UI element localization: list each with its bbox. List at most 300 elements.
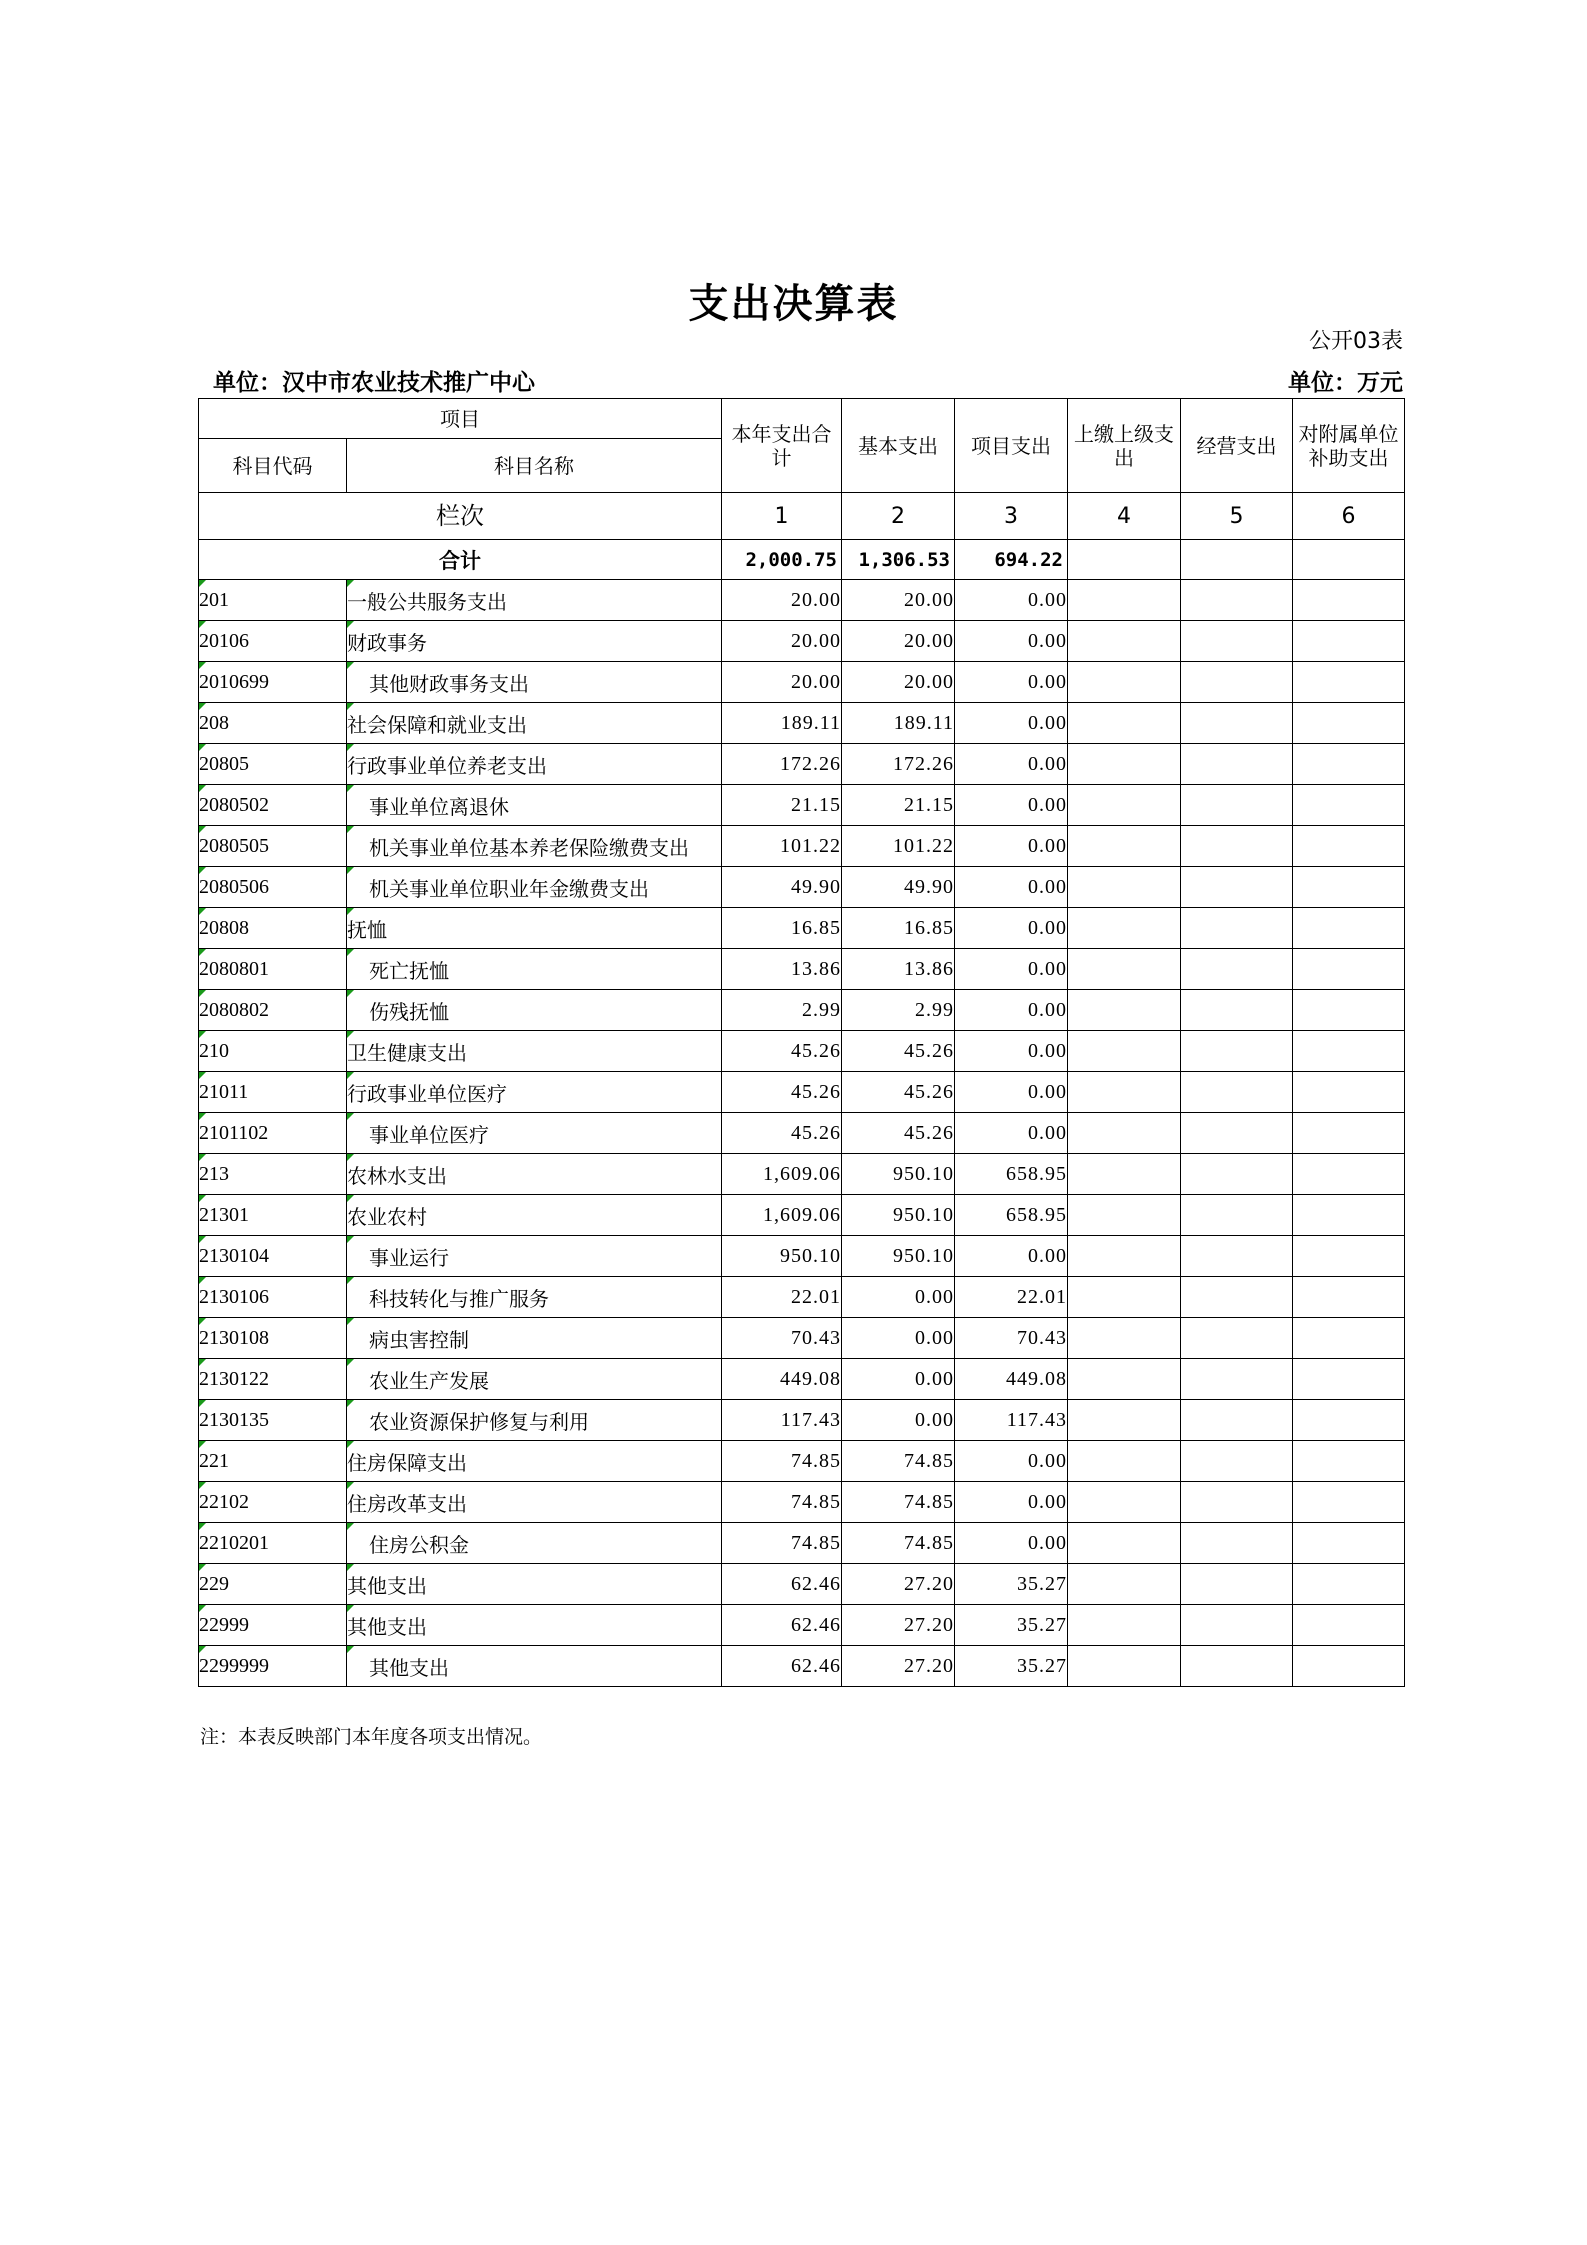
row-name: 事业运行 [369,1247,449,1270]
row-name-cell [347,1031,722,1072]
row-name: 其他支出 [369,1657,449,1680]
row-name-cell [347,1113,722,1154]
row-name-cell [347,1482,722,1523]
row-name-cell [347,785,722,826]
row-code: 221 [199,1441,347,1482]
row-amount-c2: 20.00 [842,580,955,621]
row-name-cell [347,990,722,1031]
row-amount-c1: 62.46 [722,1605,842,1646]
row-amount-c1: 20.00 [722,662,842,703]
row-amount-c3: 0.00 [955,1523,1068,1564]
row-amount-c6 [1293,1236,1405,1277]
header-basic-expenditure: 基本支出 [842,399,955,493]
row-amount-c5 [1181,908,1293,949]
row-amount-c3: 658.95 [955,1154,1068,1195]
row-amount-c2: 2.99 [842,990,955,1031]
row-amount-c2: 20.00 [842,621,955,662]
row-amount-c5 [1181,1482,1293,1523]
row-code: 2210201 [199,1523,347,1564]
row-amount-c4 [1068,1072,1181,1113]
row-amount-c4 [1068,621,1181,662]
table-row [199,1277,1405,1318]
row-code: 2130122 [199,1359,347,1400]
column-index-3: 3 [955,493,1068,540]
row-amount-c4 [1068,703,1181,744]
row-name: 事业单位离退休 [369,796,509,819]
table-row [199,1318,1405,1359]
row-amount-c2: 950.10 [842,1195,955,1236]
row-amount-c2: 189.11 [842,703,955,744]
expenditure-table [198,398,1405,1687]
table-row [199,1072,1405,1113]
row-amount-c4 [1068,1564,1181,1605]
total-col6 [1293,540,1405,580]
table-row [199,785,1405,826]
row-name-cell [347,621,722,662]
row-amount-c3: 35.27 [955,1564,1068,1605]
total-col1: 2,000.75 [722,540,842,580]
row-amount-c6 [1293,1318,1405,1359]
row-name: 病虫害控制 [369,1329,469,1352]
row-amount-c2: 16.85 [842,908,955,949]
row-amount-c2: 74.85 [842,1523,955,1564]
row-name-cell [347,949,722,990]
table-row [199,1400,1405,1441]
row-amount-c2: 0.00 [842,1277,955,1318]
header-name: 科目名称 [347,439,722,493]
row-amount-c1: 117.43 [722,1400,842,1441]
row-name-cell [347,908,722,949]
row-amount-c1: 189.11 [722,703,842,744]
total-row [199,540,1405,580]
row-amount-c4 [1068,826,1181,867]
row-amount-c5 [1181,1154,1293,1195]
row-amount-c4 [1068,1523,1181,1564]
row-amount-c1: 2.99 [722,990,842,1031]
total-col2: 1,306.53 [842,540,955,580]
row-amount-c5 [1181,1441,1293,1482]
row-code: 2130104 [199,1236,347,1277]
row-amount-c2: 21.15 [842,785,955,826]
row-amount-c5 [1181,662,1293,703]
row-amount-c1: 70.43 [722,1318,842,1359]
row-name-cell [347,1318,722,1359]
row-amount-c6 [1293,1072,1405,1113]
row-code: 2080802 [199,990,347,1031]
row-amount-c6 [1293,580,1405,621]
row-amount-c1: 22.01 [722,1277,842,1318]
table-row [199,1564,1405,1605]
report-title: 支出决算表 [688,281,899,327]
row-code: 208 [199,703,347,744]
row-code: 22102 [199,1482,347,1523]
row-amount-c2: 74.85 [842,1482,955,1523]
row-amount-c5 [1181,1359,1293,1400]
row-amount-c3: 70.43 [955,1318,1068,1359]
row-code: 2080506 [199,867,347,908]
row-amount-c2: 172.26 [842,744,955,785]
row-name-cell [347,1646,722,1687]
footnote: 注：本表反映部门本年度各项支出情况。 [200,1727,543,1748]
table-row [199,1359,1405,1400]
row-name: 机关事业单位职业年金缴费支出 [369,878,649,901]
row-amount-c6 [1293,621,1405,662]
row-name-cell [347,1400,722,1441]
column-index-4: 4 [1068,493,1181,540]
row-amount-c5 [1181,1236,1293,1277]
row-amount-c1: 21.15 [722,785,842,826]
column-index-5: 5 [1181,493,1293,540]
row-amount-c5 [1181,990,1293,1031]
row-name-cell [347,1605,722,1646]
row-amount-c5 [1181,949,1293,990]
row-amount-c2: 13.86 [842,949,955,990]
row-amount-c2: 101.22 [842,826,955,867]
header-remit-superior: 上缴上级支出 [1068,399,1181,493]
row-code: 20808 [199,908,347,949]
row-amount-c4 [1068,662,1181,703]
row-amount-c4 [1068,1318,1181,1359]
table-row [199,621,1405,662]
row-amount-c6 [1293,785,1405,826]
row-name-cell [347,1072,722,1113]
row-name: 财政事务 [347,632,427,655]
row-name-cell [347,1564,722,1605]
row-name: 其他财政事务支出 [369,673,529,696]
row-amount-c3: 0.00 [955,1236,1068,1277]
row-amount-c2: 27.20 [842,1605,955,1646]
row-amount-c4 [1068,1031,1181,1072]
row-amount-c6 [1293,1154,1405,1195]
row-amount-c6 [1293,1113,1405,1154]
row-amount-c1: 172.26 [722,744,842,785]
row-amount-c2: 45.26 [842,1072,955,1113]
row-name: 住房改革支出 [347,1493,467,1516]
row-code: 21011 [199,1072,347,1113]
column-index-1: 1 [722,493,842,540]
row-code: 2130135 [199,1400,347,1441]
row-amount-c4 [1068,580,1181,621]
row-amount-c5 [1181,621,1293,662]
row-name-cell [347,1195,722,1236]
row-code: 2080502 [199,785,347,826]
row-amount-c5 [1181,1318,1293,1359]
table-row [199,1236,1405,1277]
row-name: 死亡抚恤 [369,960,449,983]
header-code: 科目代码 [199,439,347,493]
row-name: 事业单位医疗 [369,1124,489,1147]
row-amount-c4 [1068,1277,1181,1318]
row-code: 213 [199,1154,347,1195]
table-row [199,1646,1405,1687]
row-amount-c5 [1181,1031,1293,1072]
row-amount-c3: 35.27 [955,1646,1068,1687]
table-row [199,1605,1405,1646]
column-index-6: 6 [1293,493,1405,540]
table-row [199,1482,1405,1523]
row-amount-c3: 117.43 [955,1400,1068,1441]
row-amount-c2: 49.90 [842,867,955,908]
row-amount-c1: 74.85 [722,1523,842,1564]
unit-organization: 单位：汉中市农业技术推广中心 [213,370,535,396]
row-amount-c4 [1068,1482,1181,1523]
row-amount-c2: 0.00 [842,1318,955,1359]
row-amount-c1: 950.10 [722,1236,842,1277]
row-name: 其他支出 [347,1575,427,1598]
total-label: 合计 [199,540,722,580]
row-amount-c5 [1181,1400,1293,1441]
row-name: 一般公共服务支出 [347,591,507,614]
row-amount-c3: 0.00 [955,662,1068,703]
row-amount-c1: 1,609.06 [722,1154,842,1195]
row-amount-c6 [1293,1031,1405,1072]
table-row [199,1113,1405,1154]
row-amount-c6 [1293,908,1405,949]
row-name: 农业生产发展 [369,1370,489,1393]
table-row [199,1154,1405,1195]
row-amount-c6 [1293,1523,1405,1564]
row-name-cell [347,580,722,621]
row-amount-c6 [1293,1646,1405,1687]
table-row [199,1441,1405,1482]
row-amount-c1: 62.46 [722,1646,842,1687]
row-amount-c1: 101.22 [722,826,842,867]
row-amount-c5 [1181,785,1293,826]
row-amount-c3: 449.08 [955,1359,1068,1400]
row-amount-c5 [1181,1277,1293,1318]
row-name: 社会保障和就业支出 [347,714,527,737]
row-code: 20106 [199,621,347,662]
row-amount-c1: 20.00 [722,621,842,662]
table-row [199,1195,1405,1236]
row-amount-c1: 16.85 [722,908,842,949]
row-amount-c3: 0.00 [955,1482,1068,1523]
table-row [199,703,1405,744]
row-code: 21301 [199,1195,347,1236]
row-amount-c3: 35.27 [955,1605,1068,1646]
row-amount-c4 [1068,990,1181,1031]
row-amount-c6 [1293,1400,1405,1441]
row-amount-c4 [1068,949,1181,990]
row-amount-c2: 27.20 [842,1646,955,1687]
row-amount-c1: 20.00 [722,580,842,621]
row-amount-c5 [1181,1646,1293,1687]
row-amount-c3: 0.00 [955,908,1068,949]
header-total-expenditure: 本年支出合计 [722,399,842,493]
column-index-label: 栏次 [199,493,722,540]
header-item: 项目 [199,399,722,439]
row-name-cell [347,1154,722,1195]
row-amount-c6 [1293,1482,1405,1523]
row-amount-c6 [1293,1564,1405,1605]
row-amount-c6 [1293,1195,1405,1236]
row-name: 卫生健康支出 [347,1042,467,1065]
row-name: 行政事业单位医疗 [347,1083,507,1106]
row-amount-c6 [1293,867,1405,908]
row-amount-c2: 45.26 [842,1113,955,1154]
table-row [199,1031,1405,1072]
row-amount-c3: 0.00 [955,1072,1068,1113]
row-amount-c3: 0.00 [955,1031,1068,1072]
row-amount-c4 [1068,1195,1181,1236]
row-name: 抚恤 [347,919,387,942]
row-name: 农林水支出 [347,1165,447,1188]
row-amount-c5 [1181,826,1293,867]
row-amount-c1: 45.26 [722,1113,842,1154]
row-amount-c4 [1068,785,1181,826]
row-amount-c6 [1293,1277,1405,1318]
row-amount-c2: 74.85 [842,1441,955,1482]
table-row [199,867,1405,908]
row-amount-c5 [1181,1195,1293,1236]
row-code: 2080505 [199,826,347,867]
row-amount-c2: 0.00 [842,1400,955,1441]
row-amount-c1: 49.90 [722,867,842,908]
row-name-cell [347,1236,722,1277]
row-amount-c1: 74.85 [722,1482,842,1523]
row-amount-c4 [1068,1400,1181,1441]
row-code: 20805 [199,744,347,785]
row-amount-c3: 0.00 [955,867,1068,908]
row-name-cell [347,662,722,703]
table-row [199,744,1405,785]
row-amount-c1: 45.26 [722,1072,842,1113]
row-code: 210 [199,1031,347,1072]
table-row [199,1523,1405,1564]
form-number: 公开03表 [1309,329,1403,354]
row-name-cell [347,744,722,785]
row-amount-c3: 0.00 [955,990,1068,1031]
row-amount-c4 [1068,1441,1181,1482]
row-amount-c3: 22.01 [955,1277,1068,1318]
row-amount-c2: 27.20 [842,1564,955,1605]
row-name-cell [347,867,722,908]
row-amount-c2: 0.00 [842,1359,955,1400]
row-amount-c3: 0.00 [955,785,1068,826]
row-amount-c3: 0.00 [955,826,1068,867]
table-row [199,949,1405,990]
row-amount-c6 [1293,1359,1405,1400]
row-name: 行政事业单位养老支出 [347,755,547,778]
row-amount-c3: 658.95 [955,1195,1068,1236]
row-amount-c2: 45.26 [842,1031,955,1072]
row-code: 2101102 [199,1113,347,1154]
row-amount-c3: 0.00 [955,1113,1068,1154]
row-name-cell [347,1277,722,1318]
row-code: 2080801 [199,949,347,990]
row-amount-c4 [1068,908,1181,949]
row-name: 科技转化与推广服务 [369,1288,549,1311]
row-name: 机关事业单位基本养老保险缴费支出 [369,837,689,860]
table-row [199,990,1405,1031]
row-amount-c6 [1293,826,1405,867]
row-amount-c4 [1068,1605,1181,1646]
row-amount-c5 [1181,703,1293,744]
header-business-expenditure: 经营支出 [1181,399,1293,493]
row-amount-c6 [1293,990,1405,1031]
row-amount-c4 [1068,1646,1181,1687]
row-amount-c1: 449.08 [722,1359,842,1400]
total-col3: 694.22 [955,540,1068,580]
row-name: 伤残抚恤 [369,1001,449,1024]
row-name: 住房公积金 [369,1534,469,1557]
row-amount-c1: 1,609.06 [722,1195,842,1236]
row-amount-c1: 13.86 [722,949,842,990]
row-amount-c5 [1181,1605,1293,1646]
row-name-cell [347,703,722,744]
row-amount-c4 [1068,1113,1181,1154]
row-amount-c2: 950.10 [842,1154,955,1195]
table-row [199,908,1405,949]
row-code: 2010699 [199,662,347,703]
row-amount-c4 [1068,744,1181,785]
row-name: 农业农村 [347,1206,427,1229]
row-amount-c1: 74.85 [722,1441,842,1482]
header-subsidy-affiliates: 对附属单位补助支出 [1293,399,1405,493]
row-amount-c6 [1293,1441,1405,1482]
row-amount-c4 [1068,867,1181,908]
row-name: 农业资源保护修复与利用 [369,1411,589,1434]
row-amount-c6 [1293,703,1405,744]
row-amount-c5 [1181,867,1293,908]
header-project-expenditure: 项目支出 [955,399,1068,493]
row-name-cell [347,826,722,867]
row-amount-c5 [1181,744,1293,785]
row-name: 其他支出 [347,1616,427,1639]
row-code: 2299999 [199,1646,347,1687]
row-amount-c3: 0.00 [955,744,1068,785]
row-amount-c5 [1181,1113,1293,1154]
row-name-cell [347,1359,722,1400]
row-name-cell [347,1441,722,1482]
row-amount-c3: 0.00 [955,580,1068,621]
row-amount-c3: 0.00 [955,949,1068,990]
row-amount-c2: 20.00 [842,662,955,703]
row-amount-c3: 0.00 [955,1441,1068,1482]
row-amount-c6 [1293,662,1405,703]
column-index-2: 2 [842,493,955,540]
row-amount-c5 [1181,1072,1293,1113]
row-amount-c4 [1068,1236,1181,1277]
table-row [199,826,1405,867]
row-amount-c4 [1068,1154,1181,1195]
total-col5 [1181,540,1293,580]
row-amount-c2: 950.10 [842,1236,955,1277]
unit-currency: 单位：万元 [1288,370,1403,396]
row-amount-c3: 0.00 [955,621,1068,662]
row-amount-c1: 62.46 [722,1564,842,1605]
row-amount-c5 [1181,580,1293,621]
table-row [199,580,1405,621]
row-name: 住房保障支出 [347,1452,467,1475]
row-amount-c5 [1181,1564,1293,1605]
row-amount-c5 [1181,1523,1293,1564]
row-name-cell [347,1523,722,1564]
row-amount-c1: 45.26 [722,1031,842,1072]
row-code: 2130108 [199,1318,347,1359]
row-code: 201 [199,580,347,621]
table-row [199,662,1405,703]
row-amount-c6 [1293,949,1405,990]
row-code: 22999 [199,1605,347,1646]
row-code: 2130106 [199,1277,347,1318]
row-amount-c3: 0.00 [955,703,1068,744]
row-amount-c6 [1293,744,1405,785]
row-code: 229 [199,1564,347,1605]
row-amount-c4 [1068,1359,1181,1400]
row-amount-c6 [1293,1605,1405,1646]
total-col4 [1068,540,1181,580]
